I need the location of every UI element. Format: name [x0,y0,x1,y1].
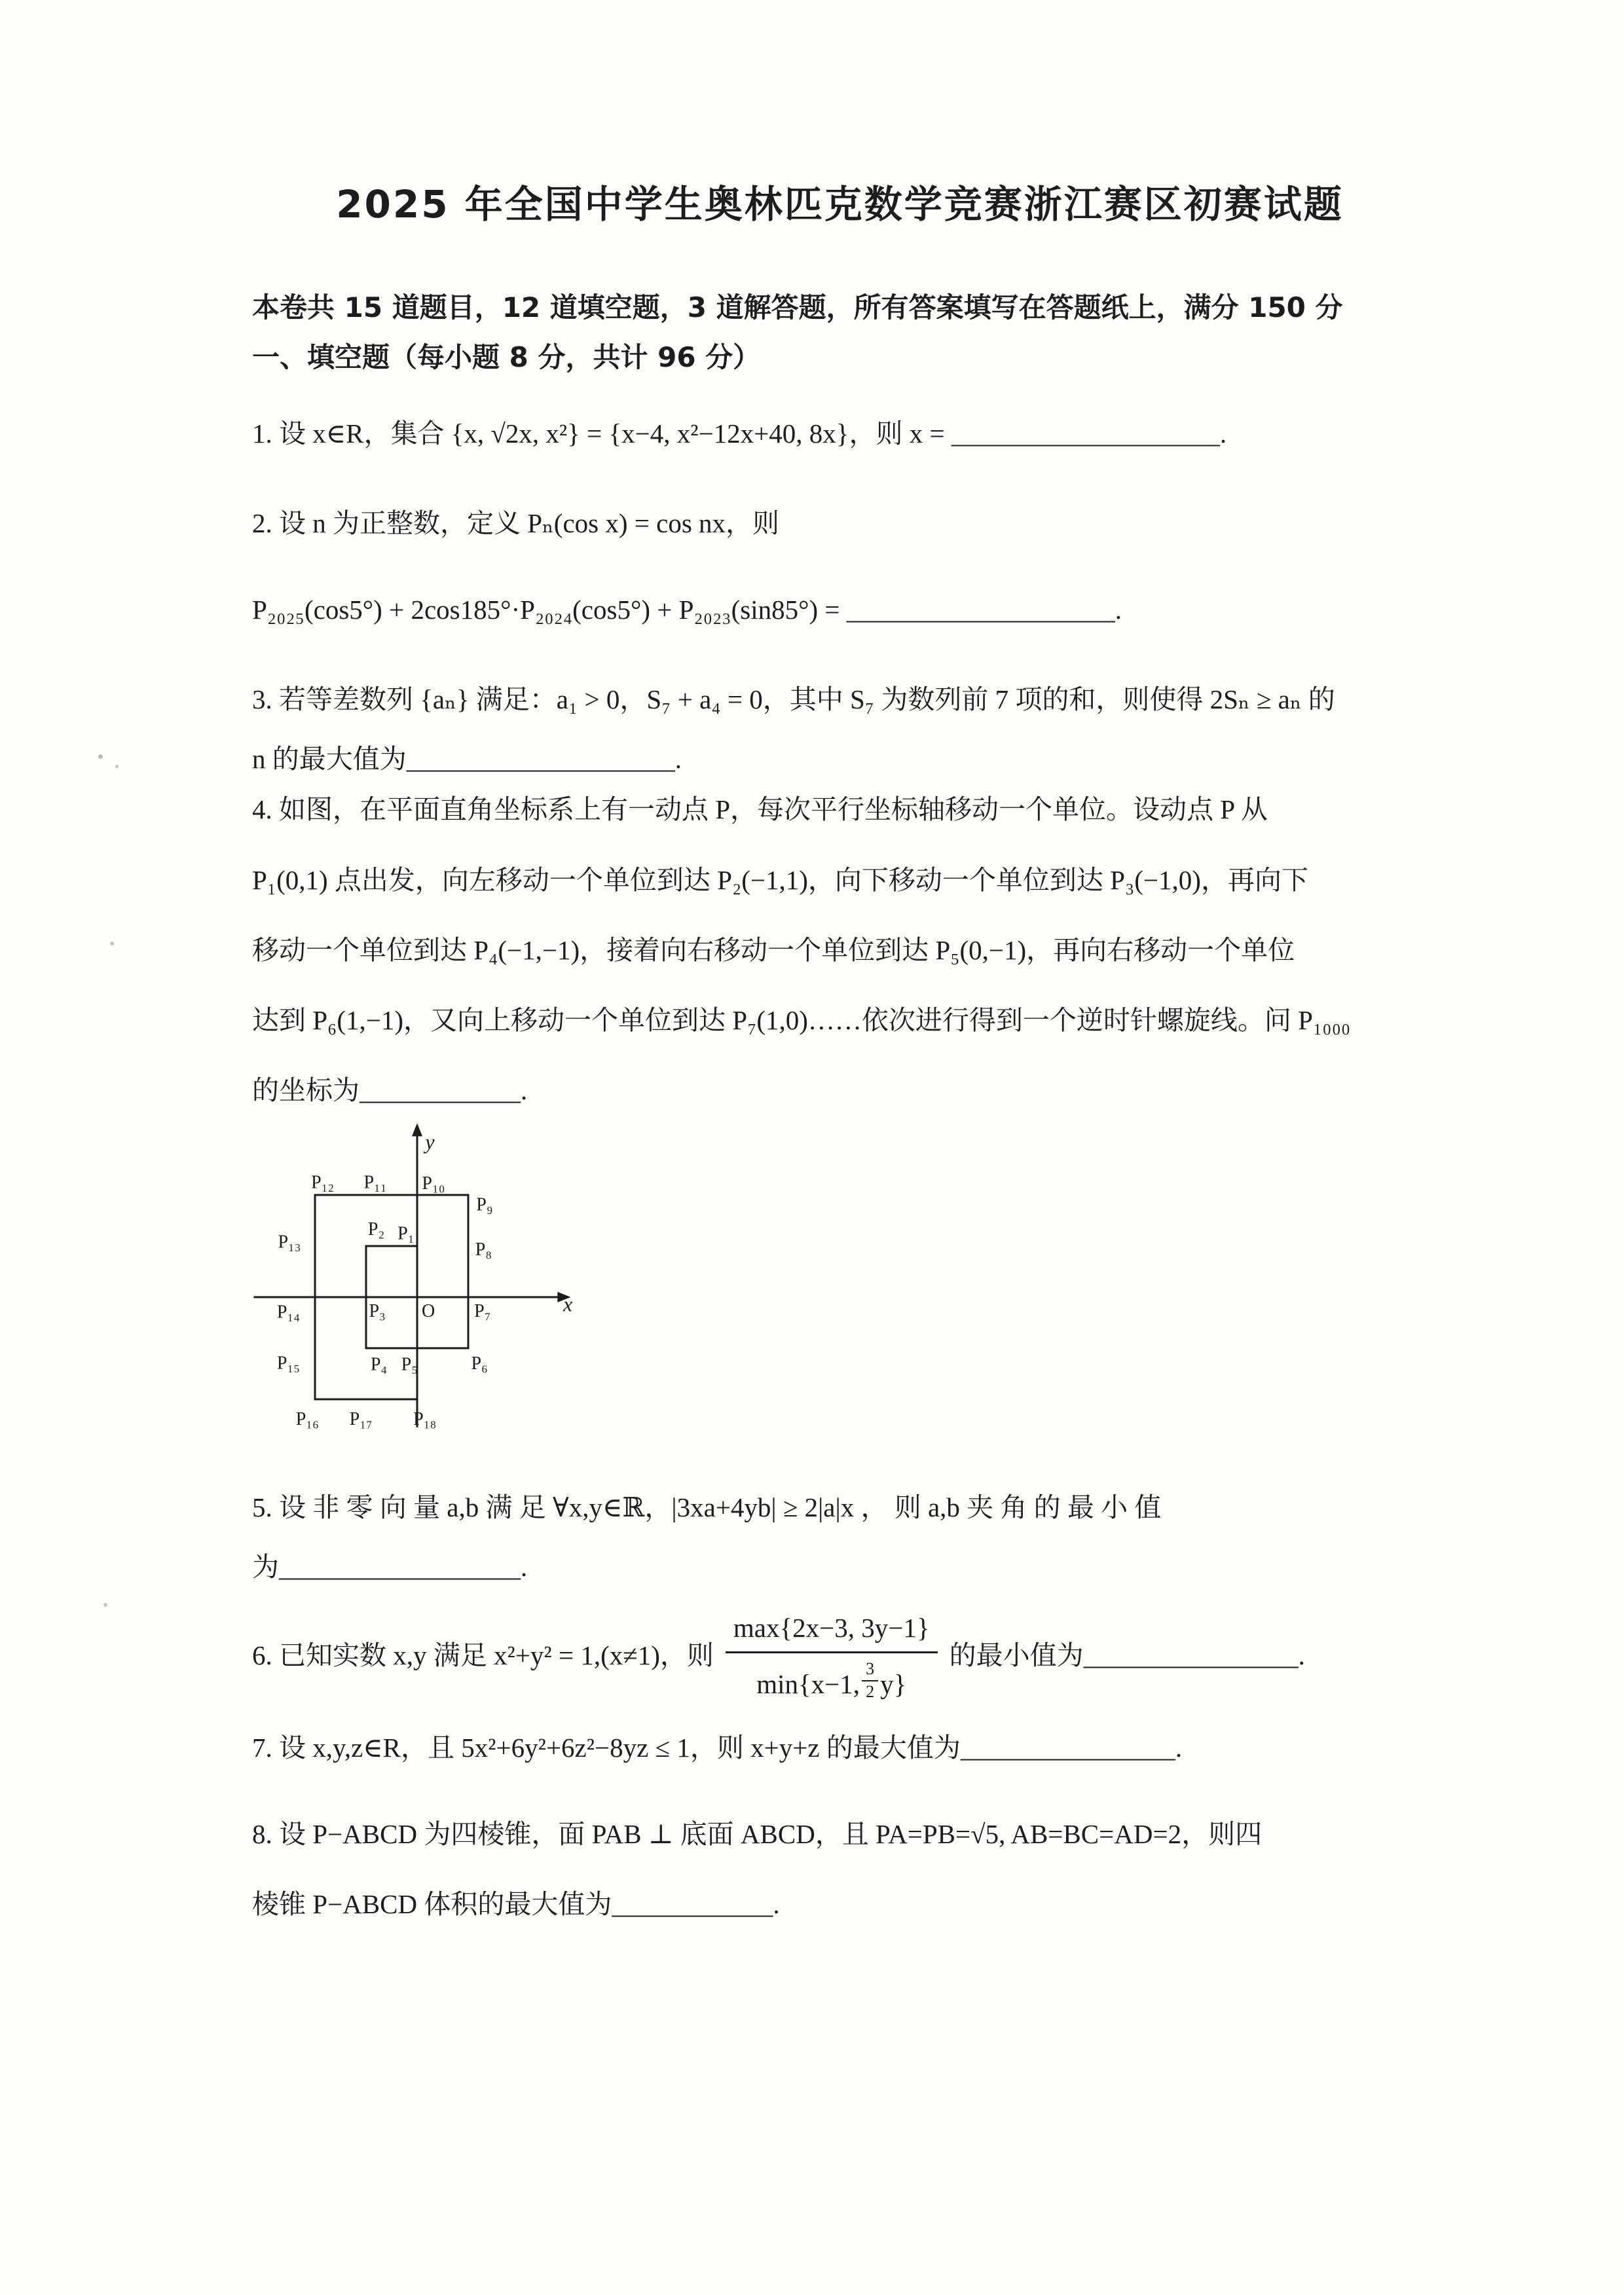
axis-label: x [563,1291,573,1315]
denominator-post: y} [880,1669,907,1700]
point-label: P₁ [397,1222,415,1243]
point-label: P₉ [476,1194,493,1215]
fraction-denominator [756,1653,906,1701]
coordinate-diagram [239,1117,596,1448]
point-label: P₃ [369,1300,386,1321]
question-3-line-2: n 的最大值为____________________. [252,744,682,774]
nested-fraction [862,1660,878,1701]
question-4-line-1: 4. 如图，在平面直角坐标系上有一动点 P，每次平行坐标轴移动一个单位。设动点 P 从 [252,794,1268,825]
denominator-pre: min{x−1, [756,1669,860,1700]
point-label: P₁₄ [276,1301,300,1322]
fraction-numerator: max{2x−3, 3y−1} [726,1610,938,1653]
point-label: P₁₆ [295,1408,319,1429]
point-label: P₁₈ [413,1408,437,1429]
question-1: 1. 设 x∈R，集合 {x, √2x, x²} = {x−4, x²−12x+40, 8x}，则 x = ____________________. [252,418,1227,449]
question-4-line-4: 达到 P₆(1,−1)，又向上移动一个单位到达 P₇(1,0)……依次进行得到一个逆时针螺旋线。问 P₁₀₀₀ [252,1005,1351,1035]
question-8-line-1: 8. 设 P−ABCD 为四棱锥，面 PAB ⊥ 底面 ABCD，且 PA=PB=√5, AB=BC=AD=2，则四 [252,1818,1263,1849]
question-3-line-1: 3. 若等差数列 {aₙ} 满足：a₁ > 0，S₇ + a₄ = 0，其中 S₇ 为数列前 7 项的和，则使得 2Sₙ ≥ aₙ 的 [252,684,1335,714]
point-label: P₆ [471,1353,488,1374]
question-4-line-3: 移动一个单位到达 P₄(−1,−1)，接着向右移动一个单位到达 P₅(0,−1)，再向右移动一个单位 [252,934,1295,965]
question-8-line-2: 棱锥 P−ABCD 体积的最大值为____________. [252,1888,780,1919]
question-2-formula: P₂₀₂₅(cos5°) + 2cos185°·P₂₀₂₄(cos5°) + P₂₀₂₃(sin85°) = ____________________. [252,594,1122,625]
question-7: 7. 设 x,y,z∈R，且 5x²+6y²+6z²−8yz ≤ 1，则 x+y+z 的最大值为________________. [252,1733,1183,1763]
scan-artifact [98,754,103,759]
scan-artifact [110,942,114,946]
axis-label: y [425,1129,435,1153]
point-label: P₁₅ [276,1352,300,1373]
y-axis-arrow [412,1123,422,1136]
question-6 [252,1610,1428,1701]
point-label: P₁₇ [349,1408,373,1429]
question-2-line-1: 2. 设 n 为正整数，定义 Pₙ(cos x) = cos nx，则 [252,508,780,539]
scan-artifact [103,1603,107,1607]
point-label: O [422,1300,435,1321]
exam-title: 2025 年全国中学生奥林匹克数学竞赛浙江赛区初赛试题 [336,182,1344,227]
point-label: P₁₁ [363,1171,387,1192]
point-label: P₁₃ [278,1232,301,1253]
question-6-text-pre: 6. 已知实数 x,y 满足 x²+y² = 1,(x≠1)，则 [252,1640,714,1671]
nested-fraction-denominator: 2 [866,1681,875,1701]
point-label: P₂ [367,1219,385,1239]
fraction [726,1610,938,1701]
question-5-line-2: 为__________________. [252,1551,528,1582]
nested-fraction-numerator: 3 [862,1660,878,1681]
point-label: P₁₂ [311,1171,335,1192]
point-label: P₅ [401,1354,418,1375]
spiral-diagram [239,1117,1428,1448]
question-5-line-1: 5. 设 非 零 向 量 a,b 满 足 ∀x,y∈ℝ，|3xa+4yb| ≥ 2|a|x ， 则 a,b 夹 角 的 最 小 值 [252,1492,1162,1522]
exam-instructions: 本卷共 15 道题目，12 道填空题，3 道解答题，所有答案填写在答题纸上，满分 150 分 [252,291,1343,323]
question-4-line-2: P₁(0,1) 点出发，向左移动一个单位到达 P₂(−1,1)，向下移动一个单位到达 P₃(−1,0)，再向下 [252,864,1308,895]
point-label: P₇ [474,1300,491,1321]
question-4-line-5: 的坐标为____________. [252,1075,528,1106]
point-label: P₈ [475,1239,492,1260]
scan-artifact [115,765,119,768]
point-label: P₁₀ [422,1173,445,1194]
point-label: P₄ [370,1354,388,1375]
section-heading: 一、填空题（每小题 8 分，共计 96 分） [252,341,761,373]
question-6-text-post: 的最小值为________________. [949,1640,1305,1671]
